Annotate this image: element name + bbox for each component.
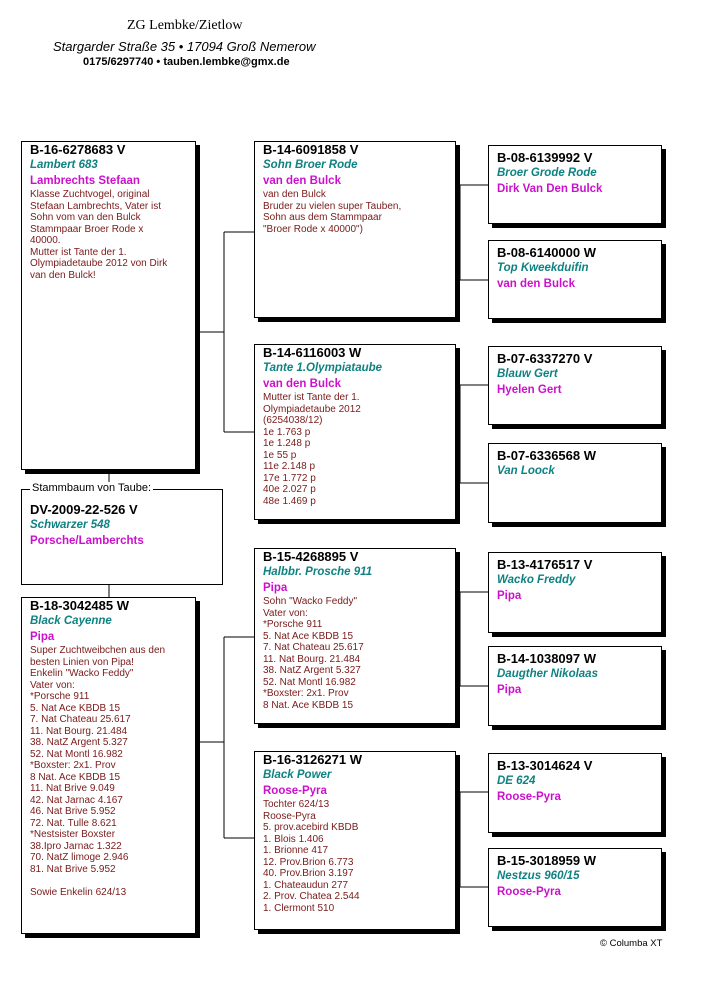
pigeon-name: DE 624 [497, 775, 536, 787]
breeder-name: ZG Lembke/Zietlow [127, 18, 243, 33]
pigeon-name: Black Power [263, 769, 332, 781]
owner-name: Roose-Pyra [497, 886, 561, 898]
subject-card[interactable] [21, 482, 223, 585]
pigeon-name: Broer Grode Rode [497, 167, 597, 179]
pigeon-name: Halbbr. Prosche 911 [263, 566, 373, 578]
ring-number: B-13-4176517 V [497, 557, 593, 572]
pigeon-info: Tochter 624/13 Roose-Pyra 5. prov.acebird KBDB 1. Blois 1.406 1. Brionne 417 12. Prov.Brion 6.773 40. Prov.Brion 3.197 1. Chateaudun 277 2. Prov. Chatea 2.544 1. Clermont 510 [263, 799, 360, 914]
owner-name: Roose-Pyra [263, 785, 327, 797]
subject-label: Stammbaum von Taube: [32, 482, 152, 494]
owner-name: Pipa [497, 590, 522, 602]
owner-name: Roose-Pyra [497, 791, 561, 803]
sire-dam-card[interactable] [254, 344, 456, 520]
owner-name: Lambrechts Stefaan [30, 175, 140, 187]
ring-number: B-14-6116003 W [263, 345, 362, 360]
breeder-address: Stargarder Straße 35 • 17094 Groß Nemerow [53, 39, 316, 54]
sire-sire-dam-card[interactable] [488, 240, 662, 319]
owner-name: Dirk Van Den Bulck [497, 183, 603, 195]
owner-name: van den Bulck [497, 278, 575, 290]
ring-number: B-15-4268895 V [263, 549, 359, 564]
pigeon-name: Tante 1.Olympiataube [263, 362, 383, 374]
owner-name: Pipa [263, 582, 288, 594]
pigeon-name: Blauw Gert [497, 368, 558, 380]
ring-number: B-16-6278683 V [30, 142, 126, 157]
pigeon-name: Daugther Nikolaas [497, 668, 598, 680]
dam-dam-dam-card[interactable] [488, 848, 662, 927]
ring-number: B-08-6140000 W [497, 245, 596, 260]
dam-dam-card[interactable] [254, 751, 456, 930]
dam-card[interactable] [21, 597, 196, 934]
dam-dam-sire-card[interactable] [488, 753, 662, 833]
ring-number: B-07-6336568 W [497, 448, 596, 463]
pigeon-name: Van Loock [497, 465, 555, 477]
owner-name: van den Bulck [263, 175, 341, 187]
sire-sire-card[interactable] [254, 141, 456, 318]
sire-dam-sire-card[interactable] [488, 346, 662, 425]
pigeon-info: van den Bulck Bruder zu vielen super Tauben, Sohn aus dem Stammpaar "Broer Rode x 40000") [263, 189, 402, 235]
pigeon-name: Sohn Broer Rode [263, 159, 358, 171]
pigeon-name: Black Cayenne [30, 615, 112, 627]
owner-name: Pipa [30, 631, 55, 643]
pigeon-info: Super Zuchtweibchen aus den besten Linien von Pipa! Enkelin "Wacko Feddy" Vater von: *Porsche 911 5. Nat Ace KBDB 15 7. Nat Chateau 25.617 11. Nat Bourg. 21.484 38. NatZ Argent 5.327 52. Nat Montl 16.982 *Boxster: 2x1. Prov 8 Nat. Ace KBDB 15 11. Nat Brive 9.049 42. Nat Jarnac 4.167 46. Nat Brive 5.952 72. Nat. Tulle 8.621 *Nestsister Boxster 38.Ipro Jarnac 1.322 70. NatZ limoge 2.946 81. Nat Brive 5.952 Sowie Enkelin 624/13 [30, 645, 166, 898]
pigeon-name: Lambert 683 [30, 159, 98, 171]
ring-number: B-16-3126271 W [263, 752, 362, 767]
dam-sire-card[interactable] [254, 548, 456, 724]
pigeon-info: Klasse Zuchtvogel, original Stefaan Lambrechts, Vater ist Sohn vom van den Bulck Stammpaar Broer Rode x 40000. Mutter ist Tante der 1. Olympiadetaube 2012 von Dirk van den Bulck! [30, 189, 168, 281]
ring-number: B-18-3042485 W [30, 598, 129, 613]
pigeon-name: Nestzus 960/15 [497, 870, 580, 882]
ring-number: B-13-3014624 V [497, 758, 593, 773]
pigeon-info: Mutter ist Tante der 1. Olympiadetaube 2012 (6254038/12) 1e 1.763 p 1e 1.248 p 1e 55 p 11e 2.148 p 17e 1.772 p 40e 2.027 p 48e 1.469 p [263, 392, 361, 507]
pigeon-name: Top Kweekduifin [497, 262, 589, 274]
ring-number: B-07-6337270 V [497, 351, 593, 366]
ring-number: B-15-3018959 W [497, 853, 596, 868]
ring-number: DV-2009-22-526 V [30, 502, 138, 517]
ring-number: B-14-1038097 W [497, 651, 596, 666]
sire-sire-sire-card[interactable] [488, 145, 662, 224]
owner-name: van den Bulck [263, 378, 341, 390]
sire-card[interactable] [21, 141, 196, 470]
sire-dam-dam-card[interactable] [488, 443, 662, 523]
pigeon-info: Sohn "Wacko Feddy" Vater von: *Porsche 911 5. Nat Ace KBDB 15 7. Nat Chateau 25.617 11. Nat Bourg. 21.484 38. NatZ Argent 5.327 52. Nat Montl 16.982 *Boxster: 2x1. Prov 8 Nat. Ace KBDB 15 [263, 596, 364, 711]
ring-number: B-08-6139992 V [497, 150, 593, 165]
ring-number: B-14-6091858 V [263, 142, 359, 157]
dam-sire-dam-card[interactable] [488, 646, 662, 726]
copyright-footer: © Columba XT [600, 938, 663, 949]
owner-name: Pipa [497, 684, 522, 696]
breeder-contact: 0175/6297740 • tauben.lembke@gmx.de [83, 56, 290, 68]
owner-name: Hyelen Gert [497, 384, 562, 396]
dam-sire-sire-card[interactable] [488, 552, 662, 633]
owner-name: Porsche/Lamberchts [30, 535, 144, 547]
pigeon-name: Wacko Freddy [497, 574, 576, 586]
pigeon-name: Schwarzer 548 [30, 519, 110, 531]
